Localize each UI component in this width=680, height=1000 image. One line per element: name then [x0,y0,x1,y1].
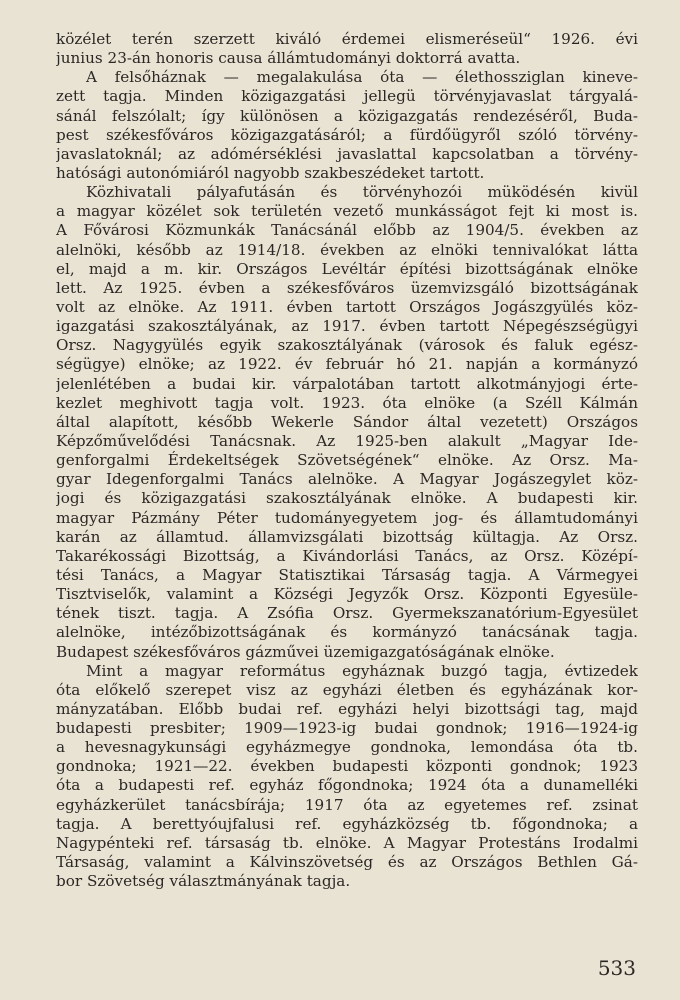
text-line: el, majd a m. kir. Országos Levéltár építési bizottságának elnöke [56,259,638,278]
text-line: A Fővárosi Közmunkák Tanácsánál előbb az 1904/5. években az [56,221,638,240]
text-line: alelnöke, intézőbizottságának és kormányzó tanácsának tagja. [56,623,638,642]
text-line: jelenlétében a budai kir. várpalotában tartott alkotmányjogi érte- [56,374,638,393]
text-line: Budapest székesfőváros gázművei üzemigazgatóságának elnöke. [56,642,555,661]
text-line: tagja. A berettyóujfalusi ref. egyházközség tb. főgondnoka; a [56,814,638,833]
text-line: mányzatában. Előbb budai ref. egyházi helyi bizottsági tag, majd [56,699,638,718]
text-line: junius 23-án honoris causa állámtudományi doktorrá avatta. [56,49,521,68]
paragraph [56,30,638,68]
text-line: Társaság, valamint a Kálvinszövetség és az Országos Bethlen Gá- [56,853,638,872]
text-line: zett tagja. Minden közigazgatási jellegü törvényjavaslat tárgyalá- [56,87,638,106]
text-line: tének tiszt. tagja. A Zsófia Orsz. Gyermekszanatórium-Egyesület [56,604,638,623]
text-line: hatósági autonómiáról nagyobb szakbeszédeket tartott. [56,163,485,182]
text-line: A felsőháznak — megalakulása óta — élethossziglan kineve- [86,68,638,87]
text-line: volt az elnöke. Az 1911. évben tartott Országos Jogászgyülés köz- [56,297,638,316]
text-line: jogi és közigazgatási szakosztályának elnöke. A budapesti kir. [56,489,638,508]
text-line: Nagypénteki ref. társaság tb. elnöke. A Magyar Protestáns Irodalmi [56,833,638,852]
text-line: a magyar közélet sok területén vezető munkásságot fejt ki most is. [56,202,638,221]
paragraph [56,68,638,183]
text-line: Tisztviselők, valamint a Községi Jegyzők Orsz. Központi Egyesüle- [56,585,638,604]
text-line: javaslatoknál; az adómérséklési javaslattal kapcsolatban a törvény- [56,144,638,163]
text-line: Takarékossági Bizottság, a Kivándorlási Tanács, az Orsz. Középí- [56,546,638,565]
text-line: pest székesfőváros közigazgatásáról; a fürdőügyről szóló törvény- [56,125,638,144]
text-line: budapesti presbiter; 1909—1923-ig budai gondnok; 1916—1924-ig [56,719,638,738]
text-line: alelnöki, később az 1914/18. években az elnöki tennivalókat látta [56,240,638,259]
text-line: a hevesnagykunsági egyházmegye gondnoka, lemondása óta tb. [56,738,638,757]
text-line: bor Szövetség választmányának tagja. [56,872,351,891]
text-line: ségügye) elnöke; az 1922. év február hó 21. napján a kormányzó [56,355,638,374]
text-line: Közhivatali pályafutásán és törvényhozói müködésén kivül [86,183,638,202]
text-line: gondnoka; 1921—22. években budapesti központi gondnok; 1923 [56,757,638,776]
text-line: kezlet meghivott tagja volt. 1923. óta elnöke (a Széll Kálmán [56,393,638,412]
text-line: lett. Az 1925. évben a székesfőváros üzemvizsgáló bizottságának [56,278,638,297]
text-line: óta a budapesti ref. egyház főgondnoka; 1924 óta a dunamelléki [56,776,638,795]
text-line: karán az államtud. államvizsgálati bizottság kültagja. Az Orsz. [56,527,638,546]
text-line: óta előkelő szerepet visz az egyházi életben és egyházának kor- [56,680,638,699]
text-line: Képzőművelődési Tanácsnak. Az 1925-ben alakult „Magyar Ide- [56,431,638,450]
text-line: Mint a magyar református egyháznak buzgó tagja, évtizedek [86,661,638,680]
text-line: Orsz. Nagygyülés egyik szakosztályának (városok és faluk egész- [56,336,638,355]
text-line: közélet terén szerzett kiváló érdemei elismeréseül“ 1926. évi [56,30,638,48]
page-number: 533 [597,956,636,980]
text-line: egyházkerület tanácsbírája; 1917 óta az egyetemes ref. zsinat [56,795,638,814]
text-line: gyar Idegenforgalmi Tanács alelnöke. A Magyar Jogászegylet köz- [56,470,638,489]
text-line: által alapított, később Wekerle Sándor által vezetett) Országos [56,412,638,431]
text-line: tési Tanács, a Magyar Statisztikai Társaság tagja. A Vármegyei [56,565,638,584]
text-line: magyar Pázmány Péter tudományegyetem jog- és államtudományi [56,508,638,527]
paragraph [56,662,638,892]
page-body [56,30,638,891]
paragraph [56,183,638,662]
text-line: sánál felszólalt; így különösen a közigazgatás rendezéséről, Buda- [56,106,638,125]
text-line: igazgatási szakosztályának, az 1917. évben tartott Népegészségügyi [56,317,638,336]
text-line: genforgalmi Érdekeltségek Szövetségének“ elnöke. Az Orsz. Ma- [56,451,638,470]
